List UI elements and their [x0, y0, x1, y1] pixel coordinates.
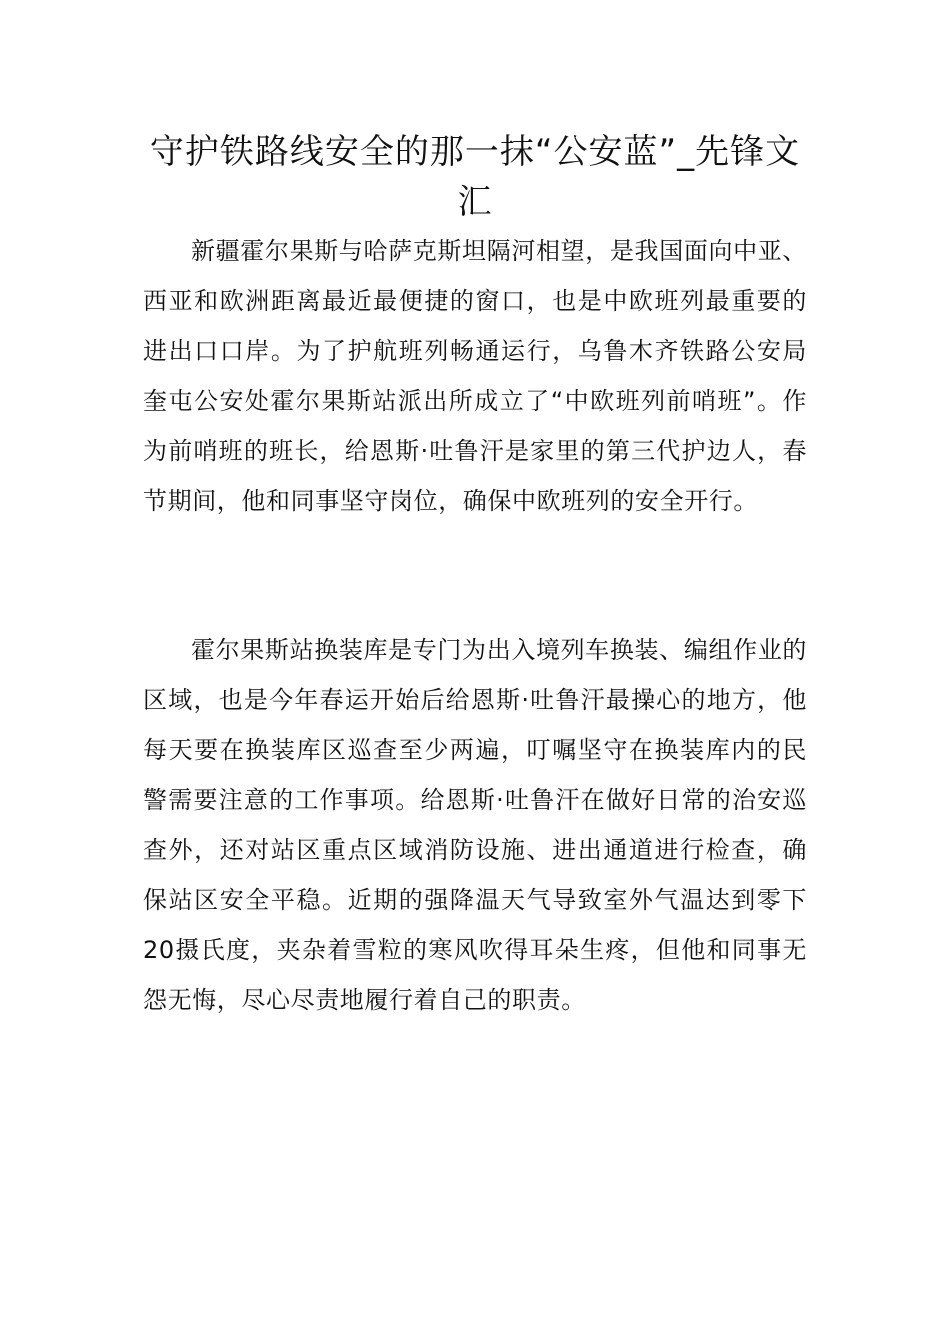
- document-title: 守护铁路线安全的那一抹“公安蓝”_先锋文汇: [149, 132, 801, 222]
- paragraph-2: 霍尔果斯站换装库是专门为出入境列车换装、编组作业的区域，也是今年春运开始后给恩斯·吐鲁汗最操心的地方，他每天要在换装库区巡查至少两遍，叮嘱坚守在换装库内的民警需要注意的工作事项。给恩斯·吐鲁汗在做好日常的治安巡查外，还对站区重点区域消防设施、进出通道进行检查，确保站区安全平稳。近期的强降温天气导致室外气温达到零下20摄氏度，夹杂着雪粒的寒风吹得耳朵生疼，但他和同事无怨无悔，尽心尽责地履行着自己的职责。: [143, 636, 807, 1014]
- paragraph-1: 新疆霍尔果斯与哈萨克斯坦隔河相望，是我国面向中亚、西亚和欧洲距离最近最便捷的窗口，也是中欧班列最重要的进出口口岸。为了护航班列畅通运行，乌鲁木齐铁路公安局奎屯公安处霍尔果斯站派出所成立了“中欧班列前哨班”。作为前哨班的班长，给恩斯·吐鲁汗是家里的第三代护边人，春节期间，他和同事坚守岗位，确保中欧班列的安全开行。: [143, 237, 807, 515]
